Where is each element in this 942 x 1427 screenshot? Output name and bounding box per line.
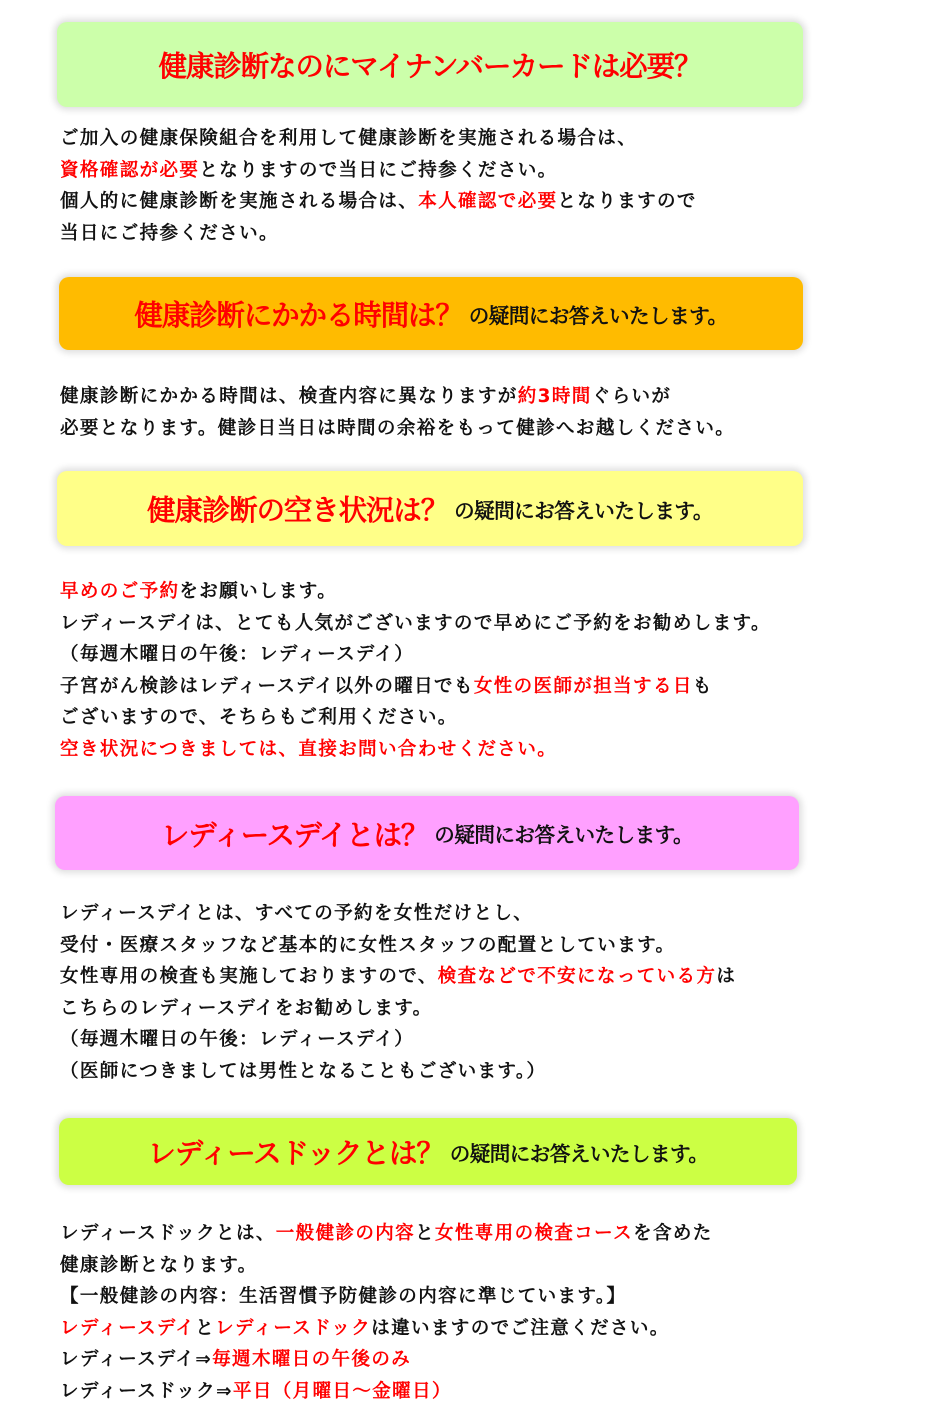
body-line [60,1250,860,1282]
body-text-segment: 当日にご持参ください。 [60,222,279,244]
section-body [60,898,860,1088]
body-line [60,186,860,218]
body-line [60,639,860,671]
section-banner [57,22,803,107]
body-line [60,381,860,413]
section-body [60,1218,860,1408]
body-text-segment: となりますので当日にご持参ください。 [199,159,558,181]
body-text-segment: と [195,1317,216,1339]
section-banner [59,277,803,350]
banner-question: 健康診断にかかる時間は？ [134,299,463,332]
body-line [60,1313,860,1345]
body-text-segment: 健康診断にかかる時間は、検査内容に異なりますが [60,386,518,407]
body-line [60,608,860,640]
body-text-segment: 【一般健診の内容：生活習慣予防健診の内容に準じています。】 [60,1286,627,1308]
highlight-text: 早めのご予約 [60,581,180,602]
body-line [60,993,860,1025]
body-line [60,576,860,608]
body-line [60,413,860,445]
body-text-segment: （医師につきましては男性となることもございます。） [60,1060,547,1082]
body-text-segment: （毎週木曜日の午後：レディースデイ） [60,644,415,666]
body-text-segment: ぐらいが [591,386,672,407]
body-line [60,1281,860,1313]
banner-suffix: の疑問にお答えいたします。 [454,498,713,523]
body-text-segment: 個人的に健康診断を実施される場合は、 [60,191,419,213]
section-banner [55,796,799,870]
body-text-segment: 健康診断となります。 [60,1254,258,1276]
body-line [60,734,860,766]
body-text-segment: 受付・医療スタッフなど基本的に女性スタッフの配置としています。 [60,934,676,956]
highlight-text: 空き状況につきましては、直接お問い合わせください。 [60,738,558,760]
body-text-segment: レディースデイは、とても人気がございますので早めにご予約をお勧めします。 [60,612,771,634]
highlight-text: 一般健診の内容 [275,1223,416,1244]
body-text-segment: 子宮がん検診はレディースデイ以外の曜日でも [60,675,474,697]
banner-question: レディースドックとは？ [147,1137,444,1170]
banner-question: レディースデイとは？ [160,818,429,852]
banner-suffix: の疑問にお答えいたします。 [434,823,694,847]
section-banner [59,1118,797,1185]
body-line [60,898,860,930]
body-text-segment: ご加入の健康保険組合を利用して健康診断を実施される場合は、 [60,128,638,149]
body-text-segment: と [415,1223,435,1244]
body-text-segment: も [692,675,713,697]
highlight-text: 毎週木曜日の午後のみ [212,1349,412,1371]
section-body [60,381,860,444]
highlight-text: 資格確認が必要 [60,159,200,181]
highlight-text: 本人確認で必要 [418,191,558,213]
body-line [60,702,860,734]
section-body [60,123,860,249]
banner-question: 健康診断の空き状況は？ [147,494,449,527]
highlight-text: レディースドック [215,1317,372,1339]
body-line [60,671,860,703]
section-body [60,576,860,766]
body-line [60,1344,860,1376]
body-text-segment: レディースデイ⇒ [60,1349,213,1371]
highlight-text: 約3時間 [517,386,592,407]
body-text-segment: ございますので、そちらもご利用ください。 [60,707,458,729]
body-text-segment: 女性専用の検査も実施しておりますので、 [60,966,438,988]
body-line [60,123,860,155]
body-text-segment: （毎週木曜日の午後：レディースデイ） [60,1029,415,1051]
highlight-text: 女性の医師が担当する日 [473,675,693,697]
body-line [60,1024,860,1056]
body-text-segment: は [716,966,737,988]
body-line [60,155,860,187]
body-line [60,1376,860,1408]
highlight-text: レディースデイ [60,1317,196,1339]
body-line [60,961,860,993]
body-text-segment: レディースドックとは、 [60,1223,276,1244]
body-text-segment: をお願いします。 [179,581,338,602]
body-line [60,930,860,962]
body-text-segment: を含めた [633,1223,713,1244]
body-text-segment: となりますので [557,191,697,213]
body-line [60,218,860,250]
body-text-segment: 必要となります。健診日当日は時間の余裕をもって健診へお越しください。 [60,417,736,439]
body-text-segment: レディースドック⇒ [60,1380,233,1402]
highlight-text: 女性専用の検査コース [434,1223,634,1244]
highlight-text: 平日（月曜日～金曜日） [232,1380,452,1402]
body-text-segment: は違いますのでご注意ください。 [371,1317,670,1339]
banner-suffix: の疑問にお答えいたします。 [468,303,728,328]
highlight-text: 検査などで不安になっている方 [437,966,717,988]
body-text-segment: こちらのレディースデイをお勧めします。 [60,997,433,1019]
body-line [60,1056,860,1088]
banner-question: 健康診断なのにマイナンバーカードは必要？ [158,50,702,83]
banner-suffix: の疑問にお答えいたします。 [449,1141,709,1166]
body-line [60,1218,860,1250]
section-banner [57,471,803,546]
body-text-segment: レディースデイとは、すべての予約を女性だけとし、 [60,903,534,924]
